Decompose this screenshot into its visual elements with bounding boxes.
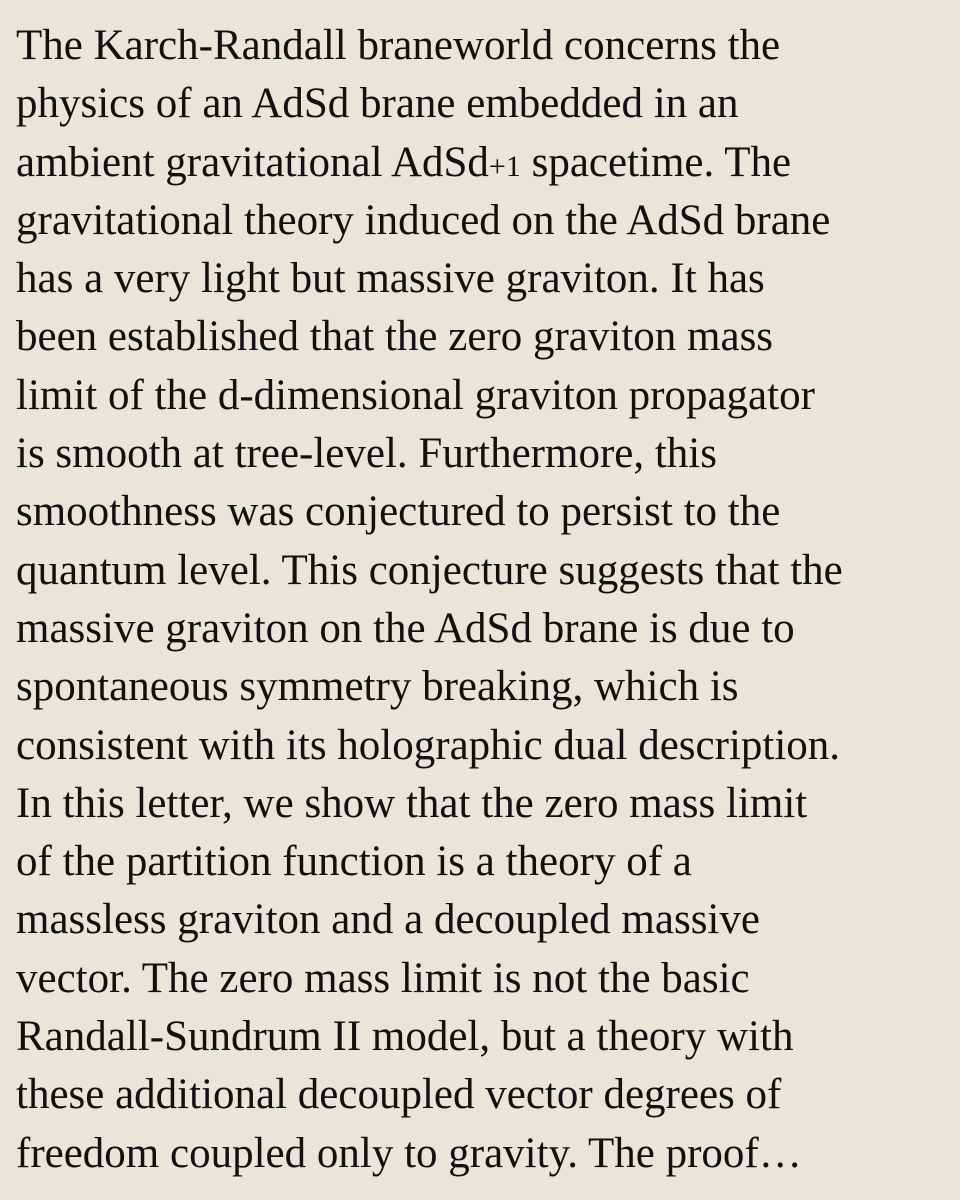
abstract-line: limit of the d-dimensional graviton propagator xyxy=(16,371,815,419)
abstract-text xyxy=(16,17,944,1183)
abstract-line: massless graviton and a decoupled massive xyxy=(16,896,760,944)
abstract-line: is smooth at tree-level. Furthermore, this xyxy=(16,430,717,478)
abstract-line: The Karch-Randall braneworld concerns the xyxy=(16,22,781,69)
abstract-line: freedom coupled only to gravity. The proof… xyxy=(16,1129,802,1177)
abstract-line: Randall-Sundrum II model, but a theory with xyxy=(16,1013,794,1061)
abstract-line: spontaneous symmetry breaking, which is xyxy=(16,663,739,711)
abstract-line: quantum level. This conjecture suggests that the xyxy=(16,546,843,594)
abstract-line: these additional decoupled vector degrees of xyxy=(16,1071,782,1119)
abstract-line: ambient gravitational AdSd+1 spacetime. The xyxy=(16,138,792,186)
abstract-line: smoothness was conjectured to persist to the xyxy=(16,488,781,536)
abstract-line: consistent with its holographic dual description. xyxy=(16,721,841,769)
abstract-line: physics of an AdSd brane embedded in an xyxy=(16,80,739,128)
abstract-line: has a very light but massive graviton. It has xyxy=(16,255,765,303)
abstract-line: vector. The zero mass limit is not the basic xyxy=(16,954,750,1002)
abstract-line: of the partition function is a theory of a xyxy=(16,838,692,886)
abstract-line: massive graviton on the AdSd brane is due to xyxy=(16,604,795,652)
abstract-line: In this letter, we show that the zero mass limit xyxy=(16,779,808,827)
abstract-line: been established that the zero graviton mass xyxy=(16,313,774,361)
abstract-line: gravitational theory induced on the AdSd brane xyxy=(16,196,831,244)
